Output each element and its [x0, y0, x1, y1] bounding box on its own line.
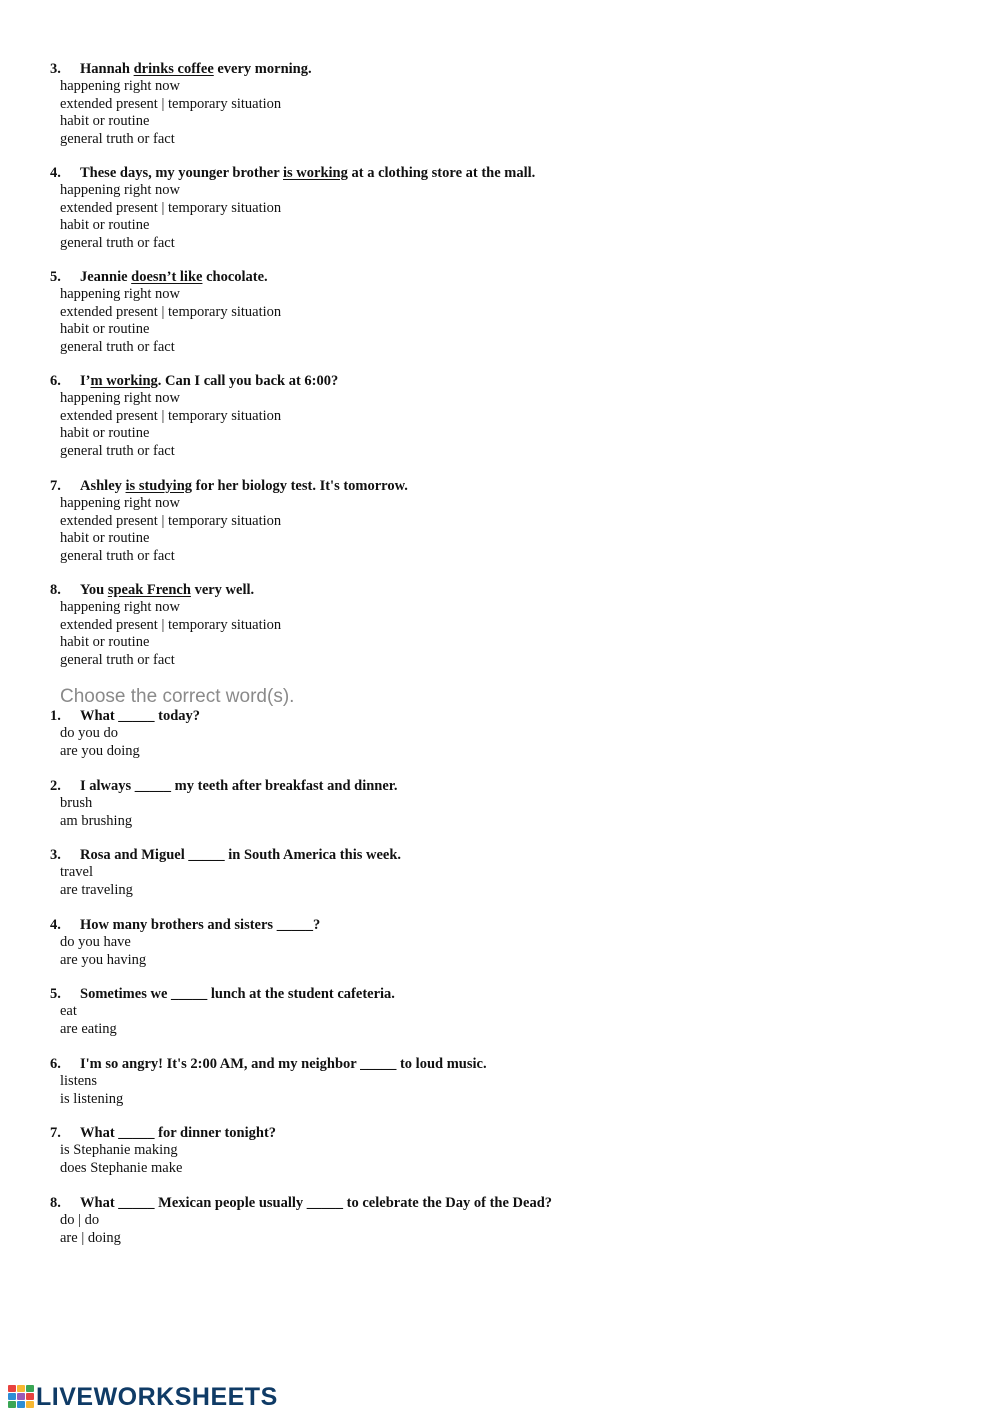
answer-option[interactable]: habit or routine: [60, 425, 150, 442]
part2-question-8: [50, 1195, 950, 1247]
answer-option[interactable]: habit or routine: [60, 113, 150, 130]
question-stem: 4. These days, my younger brother is working at a clothing store at the mall.: [50, 165, 536, 181]
question-stem: 3. Hannah drinks coffee every morning.: [50, 61, 312, 77]
answer-option[interactable]: travel: [60, 864, 94, 881]
answer-option[interactable]: general truth or fact: [60, 651, 175, 668]
answer-option[interactable]: extended present | temporary situation: [60, 199, 282, 216]
answer-option[interactable]: happening right now: [60, 286, 181, 303]
part1-question-5: [50, 269, 950, 356]
question-stem: 3. Rosa and Miguel _____ in South America this week.: [50, 847, 402, 863]
answer-option[interactable]: am brushing: [60, 812, 133, 829]
question-stem: 4. How many brothers and sisters _____?: [50, 917, 321, 933]
part2-question-7: [50, 1125, 950, 1177]
question-stem: 7. Ashley is studying for her biology test. It's tomorrow.: [50, 478, 408, 494]
answer-option[interactable]: habit or routine: [60, 634, 150, 651]
answer-option[interactable]: do you have: [60, 934, 131, 951]
answer-option[interactable]: happening right now: [60, 390, 181, 407]
question-stem: 6. I’m working. Can I call you back at 6:00?: [50, 373, 339, 389]
question-stem: 7. What _____ for dinner tonight?: [50, 1125, 277, 1141]
answer-option[interactable]: are | doing: [60, 1229, 121, 1246]
answer-option[interactable]: extended present | temporary situation: [60, 303, 282, 320]
part1-question-4: [50, 165, 950, 252]
part1-question-3: [50, 61, 950, 148]
question-stem: 8. You speak French very well.: [50, 582, 255, 598]
part1-question-6: [50, 373, 950, 460]
answer-option[interactable]: general truth or fact: [60, 442, 175, 459]
part2-question-1: [50, 708, 950, 760]
answer-option[interactable]: are eating: [60, 1020, 117, 1037]
answer-option[interactable]: are traveling: [60, 881, 133, 898]
part2-question-3: [50, 847, 950, 899]
answer-option[interactable]: general truth or fact: [60, 130, 175, 147]
question-stem: 6. I'm so angry! It's 2:00 AM, and my neighbor _____ to loud music.: [50, 1056, 487, 1072]
answer-option[interactable]: extended present | temporary situation: [60, 616, 282, 633]
answer-option[interactable]: are you doing: [60, 742, 140, 759]
part2-question-5: [50, 986, 950, 1038]
part2-question-6: [50, 1056, 950, 1108]
answer-option[interactable]: habit or routine: [60, 217, 150, 234]
logo-text: LIVEWORKSHEETS: [36, 1383, 278, 1411]
answer-option[interactable]: is listening: [60, 1090, 124, 1107]
answer-option[interactable]: extended present | temporary situation: [60, 95, 282, 112]
answer-option[interactable]: happening right now: [60, 78, 181, 95]
answer-option[interactable]: is Stephanie making: [60, 1142, 178, 1159]
part1-question-8: [50, 582, 950, 669]
answer-option[interactable]: do you do: [60, 725, 118, 742]
answer-option[interactable]: listens: [60, 1073, 98, 1090]
part2-question-2: [50, 778, 950, 830]
question-stem: 2. I always _____ my teeth after breakfast and dinner.: [50, 778, 398, 794]
answer-option[interactable]: extended present | temporary situation: [60, 407, 282, 424]
question-stem: 8. What _____ Mexican people usually _____ to celebrate the Day of the Dead?: [50, 1195, 553, 1211]
part1-question-7: [50, 478, 950, 565]
question-stem: 5. Sometimes we _____ lunch at the student cafeteria.: [50, 986, 395, 1002]
section-title: Choose the correct word(s).: [60, 686, 295, 707]
question-stem: 1. What _____ today?: [50, 708, 201, 724]
answer-option[interactable]: happening right now: [60, 495, 181, 512]
answer-option[interactable]: general truth or fact: [60, 547, 175, 564]
answer-option[interactable]: habit or routine: [60, 321, 150, 338]
answer-option[interactable]: does Stephanie make: [60, 1159, 183, 1176]
answer-option[interactable]: happening right now: [60, 182, 181, 199]
question-stem: 5. Jeannie doesn’t like chocolate.: [50, 269, 268, 285]
part2-question-4: [50, 917, 950, 969]
answer-option[interactable]: general truth or fact: [60, 234, 175, 251]
answer-option[interactable]: happening right now: [60, 599, 181, 616]
answer-option[interactable]: do | do: [60, 1212, 100, 1229]
liveworksheets-logo: [8, 1384, 278, 1410]
answer-option[interactable]: general truth or fact: [60, 338, 175, 355]
answer-option[interactable]: eat: [60, 1003, 77, 1020]
answer-option[interactable]: brush: [60, 795, 93, 812]
answer-option[interactable]: habit or routine: [60, 530, 150, 547]
answer-option[interactable]: extended present | temporary situation: [60, 512, 282, 529]
answer-option[interactable]: are you having: [60, 951, 147, 968]
blocks-icon: [8, 1385, 34, 1409]
